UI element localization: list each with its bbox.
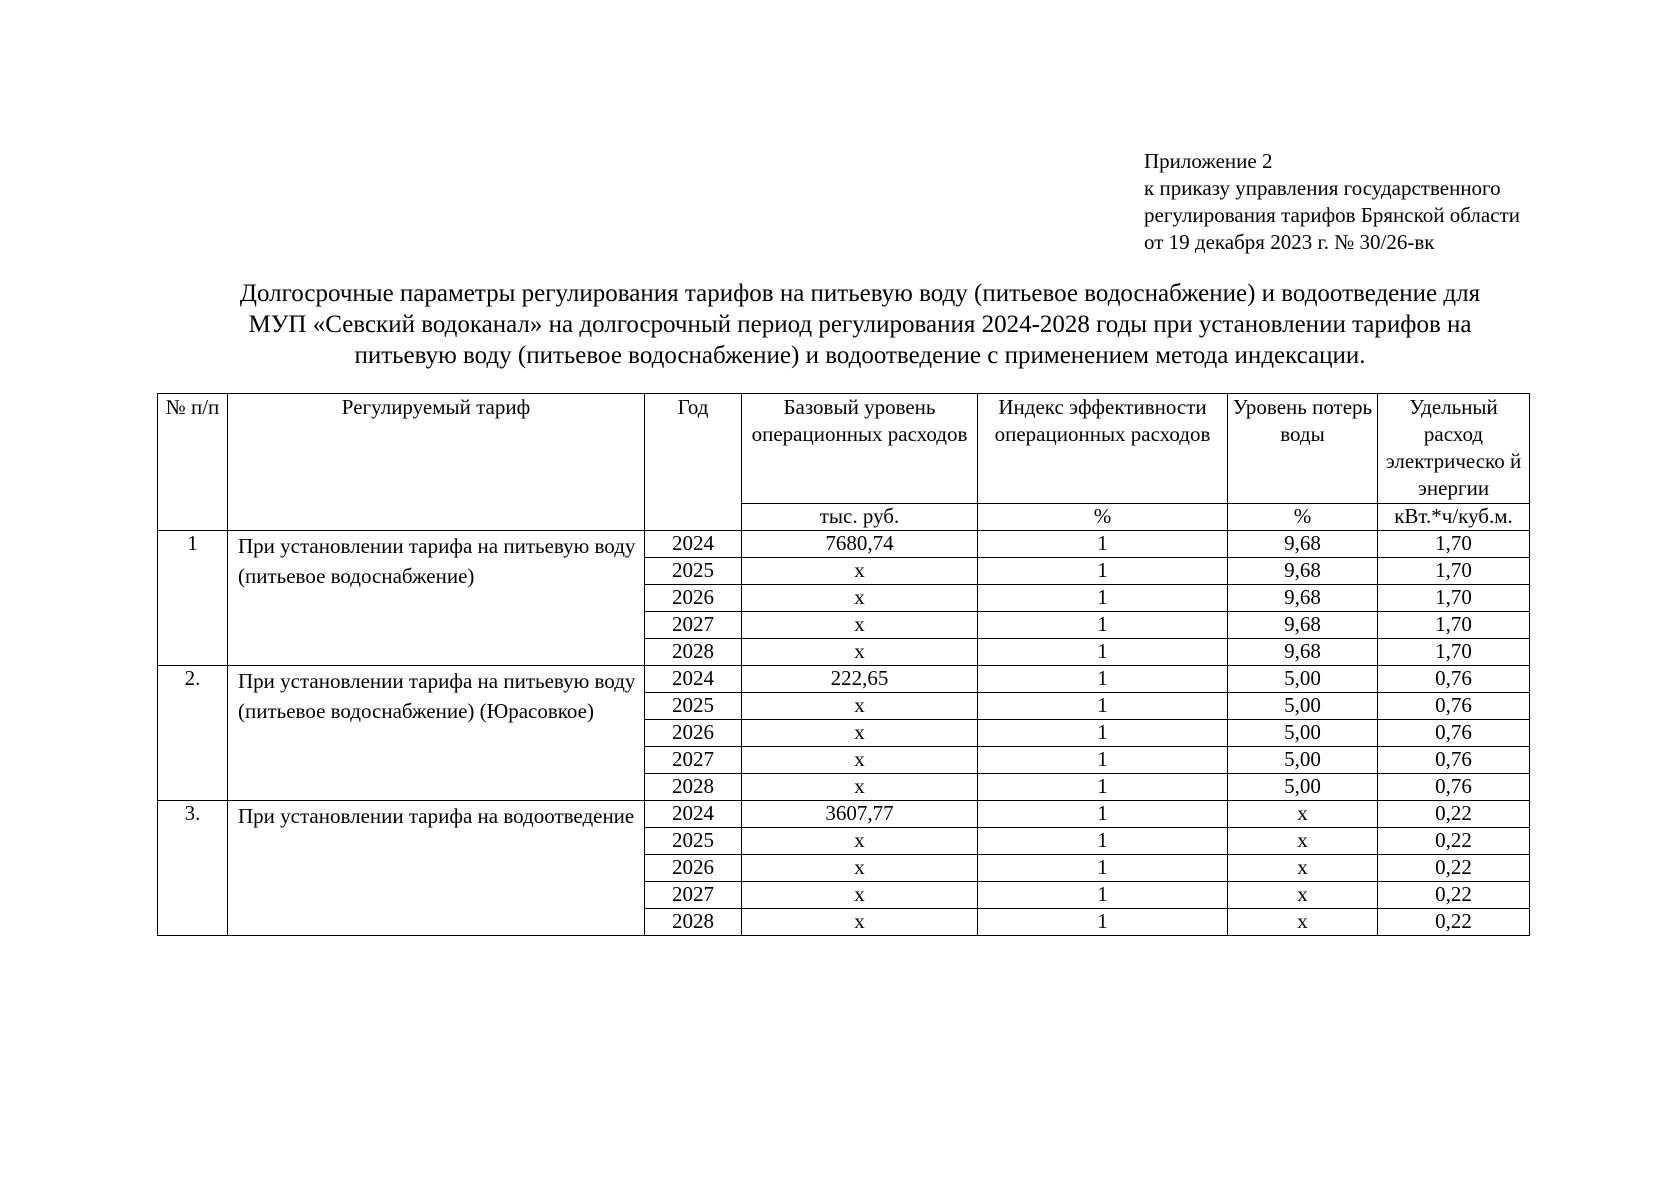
table-row (158, 531, 1530, 558)
cell-index: 1 (978, 747, 1228, 774)
cell-index: 1 (978, 558, 1228, 585)
cell-losses: 9,68 (1228, 639, 1378, 666)
row-number: 1 (158, 531, 228, 666)
cell-energy: 1,70 (1378, 585, 1530, 612)
document-title (150, 278, 1570, 371)
cell-energy: 1,70 (1378, 531, 1530, 558)
cell-year: 2027 (645, 612, 742, 639)
cell-losses: x (1228, 855, 1378, 882)
cell-index: 1 (978, 855, 1228, 882)
cell-index: 1 (978, 585, 1228, 612)
parameters-table (157, 393, 1530, 936)
cell-year: 2024 (645, 531, 742, 558)
cell-index: 1 (978, 666, 1228, 693)
cell-year: 2025 (645, 558, 742, 585)
tariff-name: При установлении тарифа на питьевую воду (питьевое водоснабжение) (Юрасовкое) (228, 666, 645, 801)
cell-energy: 1,70 (1378, 558, 1530, 585)
cell-losses: 9,68 (1228, 612, 1378, 639)
cell-energy: 0,22 (1378, 882, 1530, 909)
cell-base: x (742, 828, 978, 855)
unit-index: % (978, 504, 1228, 531)
cell-index: 1 (978, 639, 1228, 666)
cell-index: 1 (978, 909, 1228, 936)
cell-year: 2026 (645, 585, 742, 612)
header-tariff: Регулируемый тариф (228, 394, 645, 531)
header-energy: Удельный расход электрическо й энергии (1378, 394, 1530, 504)
cell-year: 2028 (645, 639, 742, 666)
cell-index: 1 (978, 774, 1228, 801)
cell-base: x (742, 774, 978, 801)
appendix-line: к приказу управления государственного (1144, 176, 1501, 200)
cell-base: x (742, 612, 978, 639)
cell-index: 1 (978, 720, 1228, 747)
cell-energy: 0,76 (1378, 774, 1530, 801)
cell-index: 1 (978, 612, 1228, 639)
cell-index: 1 (978, 693, 1228, 720)
tariff-name: При установлении тарифа на питьевую воду (питьевое водоснабжение) (228, 531, 645, 666)
title-line: питьевую воду (питьевое водоснабжение) и водоотведение с применением метода индексации. (354, 342, 1366, 369)
cell-index: 1 (978, 828, 1228, 855)
cell-energy: 0,22 (1378, 855, 1530, 882)
cell-year: 2027 (645, 882, 742, 909)
header-num: № п/п (158, 394, 228, 531)
title-line: МУП «Севский водоканал» на долгосрочный период регулирования 2024-2028 годы при установлении тарифов на (248, 311, 1472, 338)
cell-energy: 0,76 (1378, 693, 1530, 720)
unit-base: тыс. руб. (742, 504, 978, 531)
header-base: Базовый уровень операционных расходов (742, 394, 978, 504)
table-row (158, 801, 1530, 828)
tariff-name: При установлении тарифа на водоотведение (228, 801, 645, 936)
cell-year: 2028 (645, 774, 742, 801)
appendix-line: от 19 декабря 2023 г. № 30/26-вк (1144, 230, 1435, 254)
cell-losses: x (1228, 801, 1378, 828)
cell-year: 2027 (645, 747, 742, 774)
cell-year: 2024 (645, 666, 742, 693)
cell-year: 2025 (645, 693, 742, 720)
cell-losses: 5,00 (1228, 720, 1378, 747)
cell-base: x (742, 720, 978, 747)
table-row (158, 666, 1530, 693)
appendix-line: Приложение 2 (1144, 149, 1273, 173)
cell-losses: x (1228, 882, 1378, 909)
cell-energy: 0,76 (1378, 747, 1530, 774)
header-row (158, 394, 1530, 504)
cell-losses: 5,00 (1228, 774, 1378, 801)
cell-losses: x (1228, 909, 1378, 936)
cell-losses: x (1228, 828, 1378, 855)
cell-base: x (742, 558, 978, 585)
title-line: Долгосрочные параметры регулирования тарифов на питьевую воду (питьевое водоснабжение) и водоотведение для (239, 280, 1481, 307)
unit-energy: кВт.*ч/куб.м. (1378, 504, 1530, 531)
cell-energy: 1,70 (1378, 612, 1530, 639)
cell-base: 7680,74 (742, 531, 978, 558)
cell-base: x (742, 693, 978, 720)
cell-losses: 9,68 (1228, 585, 1378, 612)
cell-energy: 0,22 (1378, 801, 1530, 828)
row-number: 2. (158, 666, 228, 801)
cell-energy: 0,76 (1378, 720, 1530, 747)
cell-energy: 0,22 (1378, 828, 1530, 855)
cell-losses: 5,00 (1228, 747, 1378, 774)
cell-energy: 0,22 (1378, 909, 1530, 936)
cell-year: 2026 (645, 855, 742, 882)
cell-base: x (742, 882, 978, 909)
table-body (158, 394, 1530, 936)
cell-base: x (742, 855, 978, 882)
cell-losses: 5,00 (1228, 666, 1378, 693)
cell-base: 3607,77 (742, 801, 978, 828)
cell-base: x (742, 909, 978, 936)
cell-index: 1 (978, 801, 1228, 828)
cell-year: 2026 (645, 720, 742, 747)
cell-year: 2028 (645, 909, 742, 936)
cell-energy: 0,76 (1378, 666, 1530, 693)
cell-year: 2025 (645, 828, 742, 855)
appendix-line: регулирования тарифов Брянской области (1144, 203, 1520, 227)
cell-index: 1 (978, 531, 1228, 558)
cell-losses: 5,00 (1228, 693, 1378, 720)
cell-base: x (742, 585, 978, 612)
cell-year: 2024 (645, 801, 742, 828)
header-index: Индекс эффективности операционных расходов (978, 394, 1228, 504)
unit-losses: % (1228, 504, 1378, 531)
cell-energy: 1,70 (1378, 639, 1530, 666)
cell-base: 222,65 (742, 666, 978, 693)
cell-base: x (742, 747, 978, 774)
cell-base: x (742, 639, 978, 666)
header-year: Год (645, 394, 742, 531)
cell-index: 1 (978, 882, 1228, 909)
cell-losses: 9,68 (1228, 558, 1378, 585)
appendix-note (1144, 148, 1520, 256)
row-number: 3. (158, 801, 228, 936)
cell-losses: 9,68 (1228, 531, 1378, 558)
header-losses: Уровень потерь воды (1228, 394, 1378, 504)
